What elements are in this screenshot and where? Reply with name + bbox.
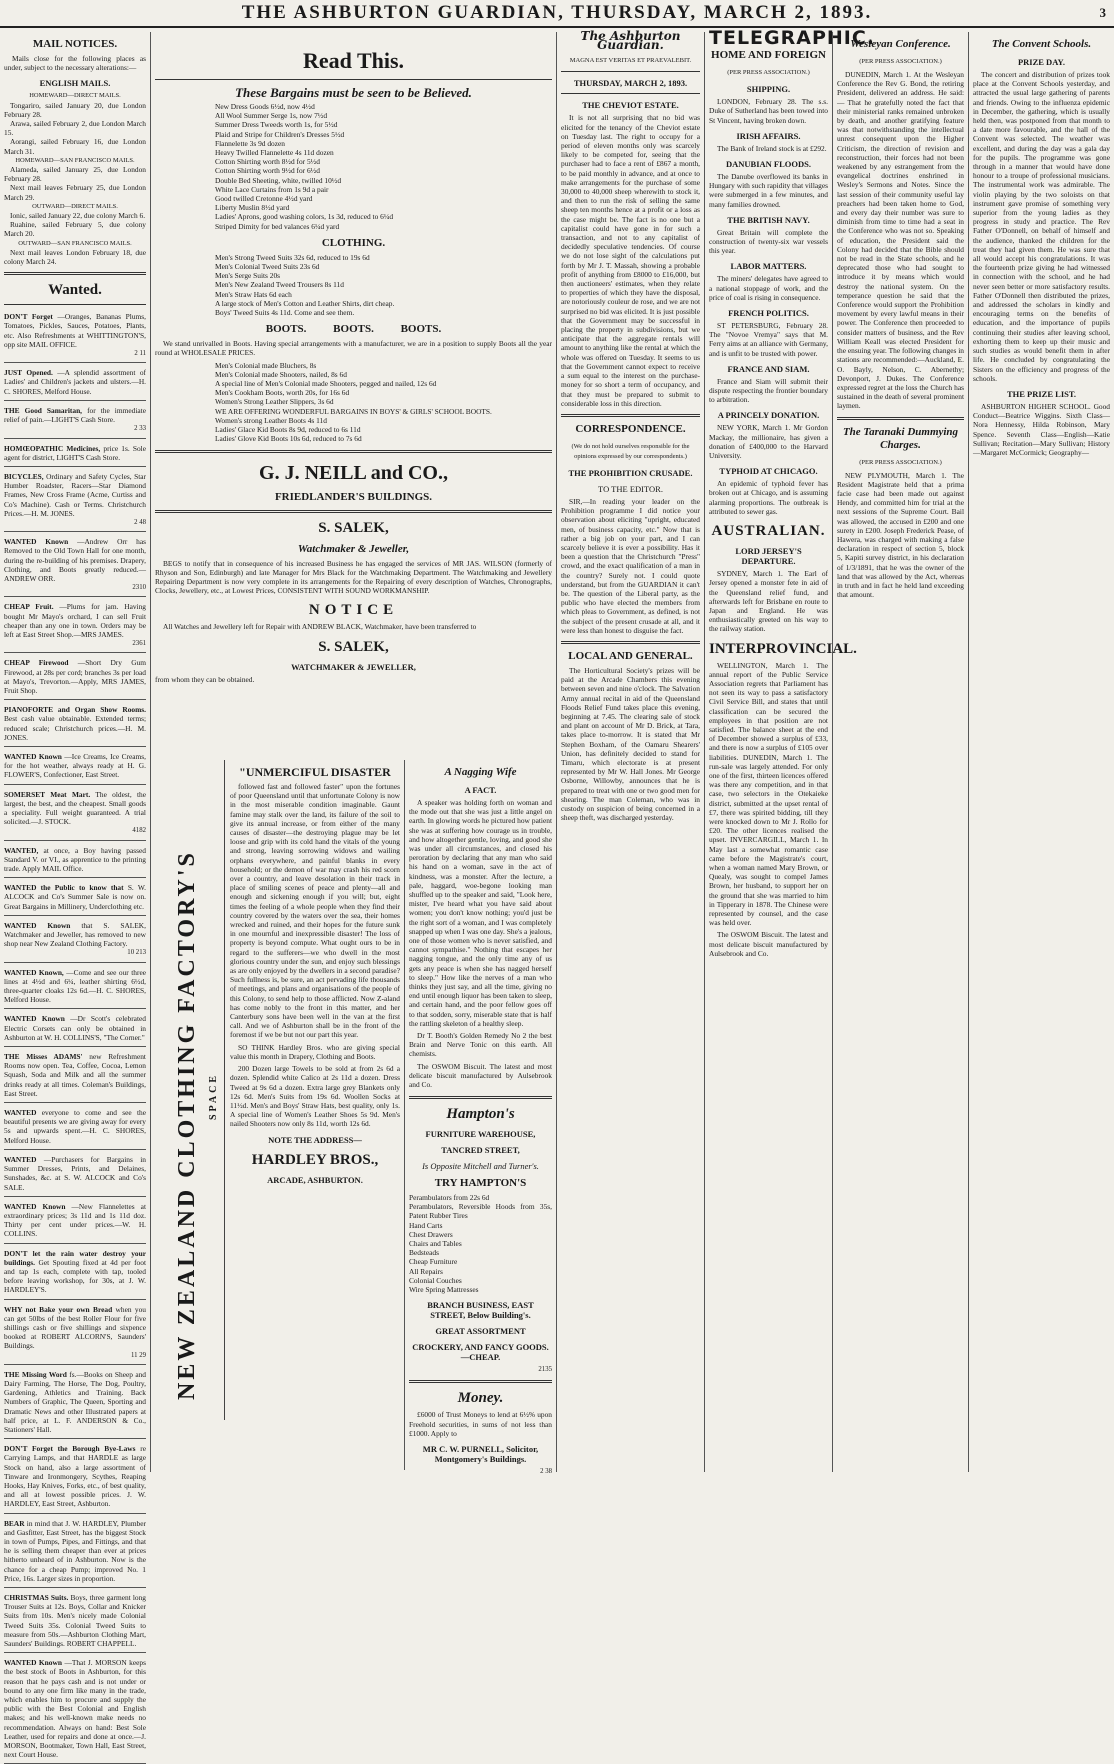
ad-lead: WANTED Known <box>4 751 62 761</box>
boots-heading: BOOTS. BOOTS. BOOTS. <box>265 323 442 336</box>
typhoid-text: An epidemic of typhoid fever has broken out at Chicago, and is assuming alarming proportions. The outbreak is attributed to sewer gas. <box>709 479 828 516</box>
money-heading: Money. <box>457 1390 504 1407</box>
nagging-wife-sub: A FACT. <box>464 785 497 795</box>
labour-heading: LABOR MATTERS. <box>730 261 807 272</box>
classified-ad <box>4 442 146 467</box>
mail-line: Alameda, sailed January 25, due London February 28. <box>4 165 146 184</box>
factory-vertical-text: NEW ZEALAND CLOTHING FACTORY'S <box>174 850 200 1400</box>
classified-ad <box>4 881 146 916</box>
typhoid-heading: TYPHOID AT CHICAGO. <box>719 466 818 477</box>
mail-line: HOMEWARD—DIRECT MAILS. <box>29 92 121 100</box>
neill-address: FRIEDLANDER'S BUILDINGS. <box>274 490 433 503</box>
price-line: Ladies' Glace Kid Boots 8s 9d, reduced to 6s 11d <box>215 425 361 435</box>
price-line: All Repairs <box>409 1266 443 1276</box>
money-ref: 2 38 <box>540 1468 552 1476</box>
prize-list-text: ASHBURTON HIGHER SCHOOL. Good Conduct—Beatrice Wiggins. Sixth Class—Nora Hennessy, Hilda Robinson, Mary Spence. Seventh Class—English—Katie Sullivan; Recitation—Mary Sullivan; History—Margaret McCormick; Geography— <box>973 401 1110 457</box>
hardley-intro: SO THINK Hardley Bros. who are giving special value this month in Drapery, Clothing and Boots. <box>230 1042 400 1061</box>
labour-text: The miners' delegates have agreed to a national stoppage of work, and the price of coal is rising in consequence. <box>709 274 828 302</box>
hampton-address-2: Is Opposite Mitchell and Turner's. <box>422 1161 539 1171</box>
ad-lead: THE Misses ADAMS' <box>4 1052 83 1062</box>
salek-trade-2: WATCHMAKER & JEWELLER, <box>291 661 416 672</box>
classified-ad <box>4 535 146 597</box>
french-text: ST PETERSBURG, February 28. The "Novoe Vremya" says that M. Ferry aims at an alliance with Germany, and is unfit to be trusted with power. <box>709 321 828 358</box>
nagging-wife-text: A speaker was holding forth on woman and the mode out that she was just a little angel on earth. In glowing words he pictured how patient she was at suffering how courage us in trouble, and how altogether gentle, loving, and good she was under all circumstances, and closed his peroration by declaring that any man who said his hand on a woman, save in the act of kindness, was a monster. After the lecture, a pale, haggard, woe-begone looking man shuffled up to the speaker and said, "Look here, mister, I've heard what you have said about women; you don't know nothing; you'd just be the right sort of a woman, and I was completely snapped up when I was one day. She's a jealous, one of those women who is never satisfied, and cannot sympathise." Nothing that escapes her nagging tongue, and the only time any of us gets any peace is when she has nagged herself to sleep." How like the nerves of a man who thinks they just say, and all the time, giving no end until enough liquor has been taken to sleep, and certain hand, and the poor fellow goes off to that sodden, sorry, miserable state that is half the rattling skeleton of a healthy sleep. <box>409 798 552 1028</box>
price-line: Cotton Shirting worth 9½d for 6½d <box>215 166 320 176</box>
ad-text: Ordinary and Safety Cycles, Star Humber Roadster, Racers—Star Diamond Frames, New Cross Frame (Acme, Curtiss and Co's Machine). Cash or Terms. Christchurch Prices.—H. M. JONES. <box>4 471 146 518</box>
hardley-address: ARCADE, ASHBURTON. <box>267 1174 363 1185</box>
ad-lead: CHEAP Fruit. <box>4 602 54 612</box>
classified-ad <box>4 703 146 747</box>
ad-ref: 10 213 <box>127 949 146 957</box>
ad-text: Boys, three garment long Trouser Suits at 12s. Boys, Collar and Knicker Suits from 10s. Men's nicely made Colonial Tweed Suits 35s. Colonial Tweed Suits to measure from 50s.—Ashburton Clothing Mart, Saunders' Buildings. ROBERT CHAPPELL. <box>4 1593 146 1649</box>
salek-text: BEGS to notify that in consequence of his increased Business he has engaged the services of MR JAS. WILSON (formerly of Rhyson and Son, Edinburgh) and late Manager for Mrs Black for the Watchmaking Department. The Watchmaking and Jewellery Repairing Department is now very complete in its arrangements for the Repairing of every description of Watches, Chronographs, Clocks, Jewellery, etc., at Lowest Prices, CONSISTENT WITH SOUND WORKMANSHIP. <box>155 558 552 596</box>
ad-text: —Come and see our three lines at 4½d and 6¼, leather shirting 6½d, three-quarter cloaks 12s 6d.—H. C. SHORES, Melford House. <box>4 967 146 1005</box>
divider <box>409 1380 552 1383</box>
hampton-ref: 2135 <box>538 1366 552 1374</box>
ad-text: Best cash value obtainable. Extended terms; reduced scale; Christchurch prices.—H. M. JONES. <box>4 714 146 742</box>
divider <box>561 71 700 72</box>
ad-ref: 2 11 <box>134 350 146 358</box>
salek-foot: from whom they can be obtained. <box>155 674 255 684</box>
column-5-conference <box>832 32 968 1472</box>
taranaki-heading: The Taranaki Dummying Charges. <box>842 425 959 451</box>
column-2-lower-right <box>226 760 404 1460</box>
ad-text: —Dr Scott's celebrated Electric Corsets can only be obtained in Ashburton at W. H. COLLINS'S, "The Corner." <box>4 1014 146 1042</box>
bargains-heading: These Bargains must be seen to be Believed. <box>235 85 472 100</box>
divider <box>4 272 146 275</box>
ad-text: everyone to come and see the beautiful presents we are giving away for every 5s and upwards spent.—H. C. SHORES, Melford House. <box>4 1108 146 1145</box>
mail-lines <box>4 91 146 266</box>
mail-line: Arawa, sailed February 2, due London March 15. <box>4 119 146 138</box>
nagging-wife-heading: A Nagging Wife <box>444 766 517 778</box>
column-3-editorial <box>556 29 704 1472</box>
price-line: Liberty Muslin 8½d yard <box>215 203 290 213</box>
price-line: Colonial Couches <box>409 1275 462 1285</box>
ad-text: in mind that J. W. HARDLEY, Plumber and Gasfitter, East Street, has the biggest Stock in town of Pumps, Pipes, and Fittings, and that he is selling them cheaper than ever at prices hitherto unheard of in Ashburton. Now is the chance for a cheap Pump; improved No. 1 Price, 16s. Larger sizes in proportion. <box>4 1518 146 1583</box>
classified-ad <box>4 1247 146 1300</box>
wanted-heading: Wanted. <box>48 282 102 299</box>
classified-ad <box>4 788 146 841</box>
price-line: Men's Serge Suits 20s <box>215 271 281 281</box>
boots-intro: We stand unrivalled in Boots. Having special arrangements with a manufacturer, we are in a position to supply Boots all the year round at WHOLESALE PRICES. <box>155 339 552 358</box>
ad-lead: CHEAP Firewood <box>4 658 69 668</box>
ad-text: re Carrying Lamps, and that HARDLE as large Stock on hand, also a large assortment of Tinware and Ironmongery, Scythes, Reaping Hooks, Hay Knives, Forks, etc., of best quality, and all at lowest possible prices. J. W. HARDLEY, East Street, Ashburton. <box>4 1444 147 1509</box>
ad-lead: WHY not Bake your own Bread <box>4 1304 113 1314</box>
classified-ad <box>4 366 146 401</box>
ad-text: —Ice Creams, Ice Creams, for the hot weather, always ready at H. G. FLOWER'S, Confectioner, East Street. <box>4 751 146 780</box>
price-line: A large stock of Men's Cotton and Leather Shirts, dirt cheap. <box>215 298 395 308</box>
telegraphic-heading: TELEGRAPHIC. <box>709 27 876 49</box>
classified-ads-list <box>4 310 146 1764</box>
price-line: Wire Spring Mattresses <box>409 1285 479 1295</box>
hardley-name: HARDLEY BROS., <box>251 1151 379 1168</box>
price-line: Striped Dimity for bed valances 6¼d yard <box>215 221 340 231</box>
mail-line: OUTWARD—SAN FRANCISCO MAILS. <box>18 239 132 247</box>
irish-text: The Bank of Ireland stock is at £292. <box>717 143 827 153</box>
taranaki-text: NEW PLYMOUTH, March 1. The Resident Magistrate held that a prima facie case had been made out against Hendy, and committed him for trial at the next sessions of the Supreme Court. Bail was allowed, the accused in £200 and one surety in £200. Joseph Frederick Pease, of Hawera, was charged with making a false declaration in respect of section 5, block 5, Kapiti survey district, in his declaration of 1/3/1891, that he was the owner of the land that was allowed by the Act, whereas in truth and in fact he held land exceeding that amount. <box>837 470 964 600</box>
oswom-ad: The OSWOM Biscuit. The latest and most delicate biscuit manufactured by Aulsebrook and Co. <box>409 1061 552 1090</box>
ad-lead: WANTED Known, <box>4 967 64 977</box>
column-6-convent <box>968 32 1114 1472</box>
salek-name-2: S. SALEK, <box>318 638 389 655</box>
hampton-goods-list <box>409 1193 552 1294</box>
classified-ad <box>4 1106 146 1150</box>
factory-space-text: SPACE <box>208 1072 219 1120</box>
mail-line: Ruahine, sailed February 5, due colony March 20. <box>4 220 146 239</box>
ad-lead: WANTED Known <box>4 1014 65 1024</box>
divider <box>155 450 552 453</box>
divider <box>4 304 146 305</box>
price-line: Men's Straw Hats 6d each <box>215 289 292 299</box>
price-line: Women's strong Leather Boots 4s 11d <box>215 415 327 425</box>
french-heading: FRENCH POLITICS. <box>728 308 809 319</box>
ad-text: —Oranges, Bananas Plums, Tomatoes, Pickles, Sauces, Potatoes, Plants, etc. Also Refreshments at WHITTINGTON'S, opp site MAIL OFFICE. <box>4 312 146 349</box>
ad-ref: 11 29 <box>130 1351 146 1359</box>
ad-lead: DON'T Forget the Borough Bye-Laws <box>4 1444 136 1454</box>
classified-ad <box>4 1012 146 1047</box>
clothing-price-list <box>155 253 552 317</box>
classified-ad <box>4 656 146 700</box>
disaster-text: followed fast and followed faster" upon the fortunes of poor Queensland until that unfortunate Colony is now in the most miserable condition imaginable. Gaunt famine may stalk over the land, its failure of the soil to give its annual increase, or from either of the many causes of disaster—the destroying plague may be let loose and grip with its cold hand the vitals of the young and strong, leaving sorrowing widows and wailing orphans everywhere, and painful blanks in every household; or the demon of war may crash his red scorn over a country, and leave desolation in their track in place of smiling scenes of peace and plenty—all and enough and sickening enough if you will; but, eight times the feeling of a whole people when they find their country covered by the waters over the sea, their homes wrecked and ruined, and their hopes for the future sunk in one mournful and inexpressible disaster! The loss of property is beyond compute. What ought ours to be in regard to the sufferers—we who dwell in the most glorious country under the sun, and enjoy such blessings as are only enjoyed by the dwellers in a second paradise? Such fullness is, be sure, an act pervading life thousands of meetings, and plans and organisations of the people of this Colony, to send help to those afflicted. Now Z-aland has come nobly to the front in this matter, and her Canterbury sons have been well in the van at the first call. And we of Ashburton shall be in the front of the foremost if we be but not our part this year. <box>230 782 400 1040</box>
classified-ad <box>4 404 146 439</box>
price-line: Summer Dress Tweeds worth 1s, for 5½d <box>215 120 338 130</box>
price-line: Men's Colonial Tweed Suits 23s 6d <box>215 262 320 272</box>
prohibition-text: SIR,—In reading your leader on the Prohibition programme I did notice your observation about eliciting "upright, educated men, of business capacity, etc." Now that is rather a big job on your part, and I can scarcely believe it is ever a possibility. Has it been a question that the Christchurch "Press" crowd, and the exact qualification of a man in the country? Surely not. I could quote understand, but from the GUARDIAN it can't be. The question of the Liberal party, as the public who have elected the members from which pleas to Government, as defined, is not the subject of the present crusade at all, and it were less than honest to disguise the fact. <box>561 496 700 635</box>
price-line: Double Bed Sheeting, white, twilled 10½d <box>215 175 342 185</box>
local-general-heading: LOCAL AND GENERAL. <box>568 649 693 662</box>
mail-line: Tongariro, sailed January 20, due London February 28. <box>4 100 146 119</box>
hardley-text: 200 Dozen large Towels to be sold at from 2s 6d a dozen. Splendid white Calico at 2s 11d a dozen. Dress Tweed at 9s 6d a dozen. Extra large grey Blankets only 12s 6d. Men's Suits from 19s 6d. Woollen Socks at 11½d. Men's and Boys' Straw Hats, best quality, only 1s. A special line of Women's Leather Shoes 5s 9d. Men's nailed Shooters now only 8s 11d, worth 12s 6d. <box>230 1064 400 1129</box>
price-line: All Wool Summer Serge 1s, now 7½d <box>215 111 328 121</box>
divider <box>561 414 700 417</box>
money-text: £6000 of Trust Moneys to lend at 6½% upon Freehold securities, in sums of not less than £1000. Apply to <box>409 1410 552 1438</box>
prohibition-heading: THE PROHIBITION CRUSADE. <box>568 467 693 478</box>
hampton-and-money-ads <box>404 1090 556 1476</box>
classified-ad <box>4 919 146 963</box>
drapery-price-list <box>155 102 552 231</box>
ad-text: —Plums for jam. Having bought Mr Mayo's orchard, I can sell Fruit cheaper than any one in town. Orders may be left at East Street Shop.—MRS JAMES. <box>4 602 146 639</box>
ad-lead: CHRISTMAS Suits. <box>4 1593 69 1603</box>
ad-text: —Andrew Orr has Removed to the Old Town Hall for one month, during the re-building of his premises. Drapery, Clothing, and Boots greatly reduced.—ANDREW ORR. <box>4 537 146 583</box>
interprovincial-text: WELLINGTON, March 1. The annual report of the Public Service Association regrets that Parliament has not seen its way to pass a satisfactory Civil Service Bill, and states that until classification can be secured the employees in that position are not satisfied. The balance sheet at the end of December showed a surplus of £33, and there is now a surplus of £105 over liabilities. DUNEDIN, March 1. The run-sale was largely attended. For only one of the first, thirteen licences offered was there any competition, and in that case, two selectors in the Otekaieke district, submitted at the upset rental of £7, there was spirited bidding, till they were knocked down to Mr J. Rollo for £20. The other licences realised the upset. INVERCARGILL, March 1. In May last a somewhat romantic case came before the Magistrate's court, when a woman named Mary Brown, or Quealy, was sought to compel James Brown, her husband, to support her on the ground that she was married to him in Tipperary in 1878. The Chinese were represented by counsel, and the case was held over. <box>709 660 828 928</box>
price-line: Flannelette 3s 9d dozen <box>215 138 285 148</box>
motto: MAGNA EST VERITAS ET PRAEVALEBIT. <box>569 57 692 65</box>
classified-ad <box>4 1442 146 1513</box>
classified-ad <box>4 1656 146 1764</box>
danubian-text: The Danube overflowed its banks in Hungary with such rapidity that villages were submerged in a few minutes, and many families drowned. <box>709 172 828 209</box>
price-line: Chairs and Tables <box>409 1239 462 1249</box>
price-line: Men's Cookham Boots, worth 20s, for 16s 6d <box>215 388 350 398</box>
boots-price-list <box>155 361 552 444</box>
ad-lead: THE Good Samaritan, <box>4 405 83 415</box>
article-text: It is not all surprising that no bid was elicited for the tenancy of the Cheviot estate on Tuesday last. The right to occupy for a period of eleven months only was scarcely likely to be competed for, seeing that the purchaser had to face a rent of £867 a month, to be paid monthly in advance, and at once to make arrangements for the purchase of some 30,000 to 40,000 sheep wherewith to stock it, and then to run the risk of selling the same sheep ten months hence at a profit or a loss as the case might be. The fact is no one but a capitalist could have gone in for such a transaction, and not to any capitalist of decidedly speculative tendencies. Of course we do not lose sight of the calculations put forth by Mr J. T. Massah, showing a probable profit of anything from £8000 to £16,000, but then auctioneers' estimates, when they relate to properties of which they have the disposal, are notoriously couleur de rose, and we are not surprised no bid was elicited. It is just possible that the Government may be successful in placing the property in subdivisions, but we anticipate that the aggregate rentals will amount to anything like the rental at which the whole was offered on Tuesday. It seems to us that the Government cannot expect to receive a sum equal to the interest on the purchase-money for so short a term of occupancy, and that they must be prepared to submit to considerable loss in this direction. <box>561 113 700 408</box>
price-line: Men's Strong Tweed Suits 32s 6d, reduced to 19s 6d <box>215 252 370 262</box>
money-name: MR C. W. PURNELL, Solicitor, Montgomery's Buildings. <box>422 1444 539 1465</box>
ad-lead: HOMŒOPATHIC Medicines, <box>4 443 101 453</box>
ad-lead: BICYCLES, <box>4 471 44 481</box>
ad-ref: 4182 <box>132 827 146 835</box>
ad-text: —That J. MORSON keeps the best stock of Boots in Ashburton, for this reason that he pays cash and is not under or bound to any one firm like many in the trade, which enables him to procure and supply the public with the Best Colonial and English makes; and his well-known make needs no recommendation. Always on hand: Best Sole Leather, used for repairs and done at once.—J. MORSON, Bootmaker, Town Hall, East Street, next Court House. <box>4 1658 147 1760</box>
mail-line: HOMEWARD—SAN FRANCISCO MAILS. <box>15 156 135 164</box>
ad-ref: 2310 <box>132 584 146 592</box>
page-number: 3 <box>1099 5 1106 20</box>
price-line: Ladies' Aprons, good washing colors, 1s 3d, reduced to 6¼d <box>215 212 394 222</box>
ad-lead: BEAR <box>4 1518 25 1528</box>
ad-text: Get Spouting fixed at 4d per foot and tap 1s each, complete with tap, tooled before leaving workshop, for 30s, at J. W. HARDLEY'S. <box>4 1257 146 1295</box>
masthead <box>0 0 1114 28</box>
oswom-ad-2: The OSWOM Biscuit. The latest and most delicate biscuit manufactured by Aulsebrook and Co. <box>709 930 828 958</box>
danubian-heading: DANUBIAN FLOODS. <box>725 159 811 170</box>
price-line: White Lace Curtains from 1s 9d a pair <box>215 184 329 194</box>
ad-text: —Purchasers for Bargains in Summer Dresses, Prints, and Delaines, Sunshades, &c. at S. W. ALCOCK and Co's SALE. <box>4 1154 146 1192</box>
notice-text: All Watches and Jewellery left for Repair with ANDREW BLACK, Watchmaker, have been transferred to <box>163 622 477 632</box>
ad-lead: WANTED Known <box>4 1658 62 1668</box>
donation-text: NEW YORK, March 1. Mr Gordon Mackay, the millionaire, has given a donation of £400,000 to the Harvard University. <box>709 423 828 461</box>
classified-ad <box>4 1153 146 1197</box>
ad-lead: WANTED Known <box>4 920 71 930</box>
hardley-note: NOTE THE ADDRESS— <box>268 1134 362 1145</box>
wesleyan-text: DUNEDIN, March 1. At the Wesleyan Conference the Rev G. Bond, the retiring President, delivered an address. He said:— That he gratefully noted the fact that their ministerial ranks remained unbroken by death, and another gratifying feature was that notwithstanding the intellectual unrest consequent upon the Higher Criticism, the direction of revision and reconstruction, their forces had not been weakened by any estrangement from the evangelical doctrines enshrined in Wesley's Sermons and Notes. Since the last session of their community useful lay preachers had been taken home to God, and every day their number was sure to diminish from time to time had a seat in the Conference who was not so. Speaking of education, the President said the Colony had decided that the Bible should not be read in the State schools, and he deprecated those who had sought to introduce it by means which would destroy the national system. On the temperance question he said that the Conference would support the Prohibition movement by every lawful means in their power. The Conference then proceeded to consider matters of business, and the Rev William Keall was elected President for the ensuing year. The following changes in stations are recommended:—Auckland, E. O. Bayly, Nelson, C. Abernethy; Devonport, J. Dukes. The Conference expressed regret at the loss the Church has sustained in the death of several prominent laymen. <box>837 70 964 411</box>
price-line: Perambulators from 22s 6d <box>409 1193 490 1202</box>
ad-text: new Refreshment Rooms now open. Tea, Coffee, Cocoa, Lemon Squash, Soda and Milk and all the summer drinks ready at all times. Coleman's Buildings, East Street. <box>4 1052 146 1098</box>
price-line: Good twilled Cretonne 4½d yard <box>215 194 313 204</box>
price-line: Ladies' Glove Kid Boots 10s 6d, reduced to 7s 6d <box>215 434 362 444</box>
price-line: Men's Colonial made Bluchers, 8s <box>215 360 317 370</box>
classified-ad <box>4 844 146 879</box>
ad-lead: DON'T let the rain water destroy your buildings. <box>4 1248 146 1267</box>
mail-line: Ionic, sailed January 22, due colony March 6. <box>10 211 146 221</box>
ad-lead: DON'T Forget <box>4 312 53 322</box>
salek-name: S. SALEK, <box>318 519 389 536</box>
ad-lead: PIANOFORTE and Organ Show Rooms. <box>4 705 146 715</box>
shipping-text: LONDON, February 28. The s.s. Duke of Sutherland has been towed into St Vincent, having broken down. <box>709 97 828 125</box>
mail-intro: Mails close for the following places as under, subject to the necessary alterations:— <box>4 54 146 73</box>
ad-text: —Short Dry Gum Firewood, at 28s per cord; branches 3s per load at Mayo's, Trevorton.—Apply, MRS JAMES, Fruit Shop. <box>4 658 146 695</box>
hampton-try: TRY HAMPTON'S <box>434 1177 527 1189</box>
press-association-note-2: (PER PRESS ASSOCIATION.) <box>859 58 942 65</box>
classified-ad <box>4 1368 146 1439</box>
classified-ad <box>4 600 146 653</box>
classified-ad <box>4 1200 146 1244</box>
ad-lead: THE Missing Word <box>4 1369 67 1379</box>
classified-ad <box>4 1517 146 1588</box>
convent-heading: The Convent Schools. <box>991 38 1092 50</box>
ad-text: that S. SALEK, Watchmaker and Jeweller, has removed to new shop near New Zealand Clothing Factory. <box>4 920 146 949</box>
ad-text: —New Flannelettes at extraordinary prices; 3s 11d and 1s 11d doz. Thirty per cent under prices.—W. H. COLLINS. <box>4 1201 146 1239</box>
article-heading: THE CHEVIOT ESTATE. <box>582 100 679 111</box>
clothing-factory-space-ad <box>160 760 225 1420</box>
newspaper-title: The Ashburton Guardian. <box>580 29 681 53</box>
irish-heading: IRISH AFFAIRS. <box>736 130 801 141</box>
prize-day-heading: PRIZE DAY. <box>1017 57 1066 67</box>
neill-company-name: G. J. NEILL and CO., <box>259 461 448 484</box>
disaster-heading: "UNMERCIFUL DISASTER <box>239 765 391 779</box>
convent-text: The concert and distribution of prizes took place at the Convent Schools yesterday, and attracted the usual large gathering of parents and friends. Owing to the influenza epidemic in December, the gathering, which is usually held then, was postponed from that month to a date more favourable, and the hall of the Convent was selected. The weather was excellent, and during the day was a gala day for the pupils. The programme was gone through in a manner that would have done honour to a troupe of professional musicians. The instrumental work was admirable. The violin playing by the two soloists on that instrument gave promise of something very superior from the young ladies as they progress in study and practice. The Rev Father O'Donnell, on behalf of himself and the audience, thanked the children for the treat they had given them. He was sure that all would accept his congratulations. It was the fourteenth prize giving he had witnessed in connection with the school, and he had never seen better or more satisfactory results. Father O'Donnell then distributed the prizes, and addressed the scholars in kindly and encouraging terms on the benefits of education, and the importance of pupils continuing their studies after leaving school, exhorting them to keep up their music and such studies as would benefit them in after life. He concluded by congratulating the Sisters on the efficiency and progress of the schools. <box>973 70 1110 383</box>
price-line: Chest Drawers <box>409 1229 453 1239</box>
divider <box>837 417 964 420</box>
mail-line: OUTWARD—DIRECT MAILS. <box>32 202 118 210</box>
australian-heading: AUSTRALIAN. <box>711 523 826 540</box>
price-line: Bedsteads <box>409 1248 439 1258</box>
ad-text: fs.—Books on Sheep and Dairy Farming, The Horse, The Dog, Poultry, Gardening, Athletics and Training. Back Numbers of Graphic, The Queen, Sporting and Dramatic News and other Illustrated papers at half price, at L. F. ANDERSON & Co., Stationers' Hall. <box>4 1369 146 1434</box>
correspondence-note: (We do not hold ourselves responsible for the opinions expressed by our correspondents.) <box>571 442 690 460</box>
classified-ad <box>4 310 146 363</box>
france-siam-text: France and Siam will submit their dispute respecting the frontier boundary to arbitration. <box>709 376 828 405</box>
price-line: Men's New Zealand Tweed Trousers 8s 11d <box>215 280 344 290</box>
golden-remedy-ad: Dr T. Booth's Golden Remedy No 2 the best Brain and Nerve Tonic on this earth. All chemists. <box>409 1031 552 1059</box>
classified-ad <box>4 470 146 532</box>
edition-date: THURSDAY, MARCH 2, 1893. <box>573 78 688 89</box>
classified-ad <box>4 1050 146 1103</box>
jersey-text: SYDNEY, March 1. The Earl of Jersey opened a monster fete in aid of the Queensland relief fund, and afterwards left for Brisbane en route to Japan and England. He was enthusiastically greeted on his way to the railway station. <box>709 569 828 634</box>
ad-lead: WANTED Known <box>4 537 69 547</box>
ad-ref: 2 33 <box>134 425 146 433</box>
donation-heading: A PRINCELY DONATION. <box>717 410 820 421</box>
classified-ad <box>4 966 146 1010</box>
france-siam-heading: FRANCE AND SIAM. <box>727 363 810 374</box>
classified-ad <box>4 750 146 785</box>
price-line: Plaid and Stripe for Children's Dresses 5½d <box>215 129 345 139</box>
ad-lead: WANTED, <box>4 845 39 855</box>
prize-list-heading: THE PRIZE LIST. <box>1006 388 1077 399</box>
classified-ad <box>4 1591 146 1653</box>
mail-line: Next mail leaves February 25, due London March 29. <box>4 183 146 202</box>
press-association-note: (PER PRESS ASSOCIATION.) <box>727 69 810 77</box>
price-line: Boys' Tweed Suits 4s 11d. Come and see them. <box>215 308 355 318</box>
jersey-heading: LORD JERSEY'S DEPARTURE. <box>735 546 802 567</box>
ad-text: for the immediate relief of pain.—LIGHT'S Cash Store. <box>4 405 146 425</box>
divider <box>155 79 552 80</box>
divider <box>155 510 552 513</box>
ad-text: price 1s. Sole agent for district, LIGHT'S Cash Store. <box>4 443 146 462</box>
shipping-heading: SHIPPING. <box>746 84 791 95</box>
english-mails-heading: ENGLISH MAILS. <box>39 78 111 89</box>
price-line: Cotton Shirting worth 8½d for 5½d <box>215 157 320 167</box>
hampton-branch: BRANCH BUSINESS, EAST STREET, Below Building's. <box>427 1300 534 1321</box>
to-the-editor: TO THE EDITOR. <box>598 483 663 494</box>
divider <box>409 1096 552 1099</box>
price-line: Cheap Furniture <box>409 1257 458 1267</box>
ad-lead: SOMERSET Meat Mart. <box>4 789 91 799</box>
ad-lead: JUST Opened. <box>4 368 53 378</box>
home-foreign-heading: HOME AND FOREIGN <box>711 49 826 62</box>
price-line: WE ARE OFFERING WONDERFUL BARGAINS IN BOYS' & GIRLS' SCHOOL BOOTS. <box>215 406 492 416</box>
price-line: A special line of Men's Colonial made Shooters, pegged and nailed, 12s 6d <box>215 379 437 389</box>
price-line: Perambulators, Reversible Hoods from 35s, Patent Rubber Tires <box>409 1202 552 1221</box>
column-1-classifieds <box>0 32 150 1760</box>
press-association-note-3: (PER PRESS ASSOCIATION.) <box>859 458 942 466</box>
hampton-sub: FURNITURE WAREHOUSE, <box>425 1129 536 1139</box>
hampton-address: TANCRED STREET, <box>441 1145 520 1155</box>
clothing-heading: CLOTHING. <box>321 236 386 249</box>
ad-ref: 2 48 <box>134 518 146 526</box>
divider <box>561 93 700 94</box>
masthead-title: THE ASHBURTON GUARDIAN, THURSDAY, MARCH 2, 1893. <box>241 2 873 23</box>
wesleyan-heading: Wesleyan Conference. <box>850 38 951 50</box>
ad-text: —A splendid assortment of Ladies' and Children's jackets and ulsters.—H. C. SHORES, Melford House. <box>4 368 146 396</box>
price-line: Heavy Twilled Flannelette 4s 11d dozen <box>215 148 334 158</box>
interprovincial-heading: INTERPROVINCIAL. <box>709 640 857 657</box>
price-line: Men's Colonial made Shooters, nailed, 8s 6d <box>215 369 347 379</box>
salek-trade: Watchmaker & Jeweller, <box>297 542 410 555</box>
hampton-heading: Hampton's <box>446 1106 515 1122</box>
ad-text: when you can get 50lbs of the best Roller Flour for five shillings cash or five shillings and sixpence booked at ROBERT ALCORN'S, Saunders' Buildings. <box>4 1304 146 1351</box>
navy-heading: THE BRITISH NAVY. <box>727 214 810 225</box>
ad-lead: WANTED the Public to know that <box>4 883 124 893</box>
column-4-telegraphic <box>704 27 876 1472</box>
ad-text: at once, a Boy having passed Standard V. or VI., as apprentice to the printing trade. Apply MAIL Office. <box>4 845 146 874</box>
price-line: Hand Carts <box>409 1220 443 1230</box>
hampton-great: GREAT ASSORTMENT <box>435 1326 526 1337</box>
ad-ref: 2361 <box>132 640 146 648</box>
ad-lead: WANTED <box>4 1108 37 1118</box>
ad-text: The oldest, the largest, the best, and the cheapest. Small goods a speciality. Full weight guaranteed. A trial solicited.—J. STOCK. <box>4 789 147 827</box>
price-line: Women's Strong Leather Slippers, 3s 6d <box>215 397 334 407</box>
classified-ad <box>4 1303 146 1365</box>
hampton-crockery: CROCKERY, AND FANCY GOODS.—CHEAP. <box>412 1342 549 1363</box>
price-line: New Dress Goods 6½d, now 4½d <box>215 102 315 111</box>
navy-text: Great Britain will complete the construction of twenty-six war vessels this year. <box>709 227 828 256</box>
ad-text: S. W. ALCOCK and Co's Summer Sale is now on. Great Bargains in Millinery, Underclothing etc. <box>4 883 146 911</box>
read-this-heading: Read This. <box>302 48 405 73</box>
notice-heading: NOTICE <box>308 602 399 619</box>
mail-line: Next mail leaves London February 18, due colony March 24. <box>4 247 146 267</box>
mail-line: Aorangi, sailed February 16, due London March 31. <box>4 137 146 156</box>
ad-lead: WANTED Known <box>4 1201 66 1211</box>
correspondence-heading: CORRESPONDENCE. <box>575 422 686 435</box>
local-general-text: The Horticultural Society's prizes will be paid at the Arcade Chambers this evening between seven and nine o'clock. The Salvation Army annual recital in aid of the Queensland Floods Relief Fund takes place this evening, beginning at 7.45. The clearing sale of stock and plant on account of Mr D. Brick, at Tara, takes place to-morrow. It is stated that Mr Stephen Boxham, of the Oamaru Shearers' Union, has definitely decided to stand for Timaru, which electorate is at present represented by Mr W. Hall Jones. Mr George Osborne, Willowby, announces that he is prepared to treat with one or two good men for shearing. The man Coleman, who was in custody on suspicion of being concerned in a sheep theft, was discharged yesterday. <box>561 665 700 823</box>
ad-lead: WANTED <box>4 1154 37 1164</box>
divider <box>561 641 700 644</box>
mail-notices-heading: MAIL NOTICES. <box>32 38 118 50</box>
